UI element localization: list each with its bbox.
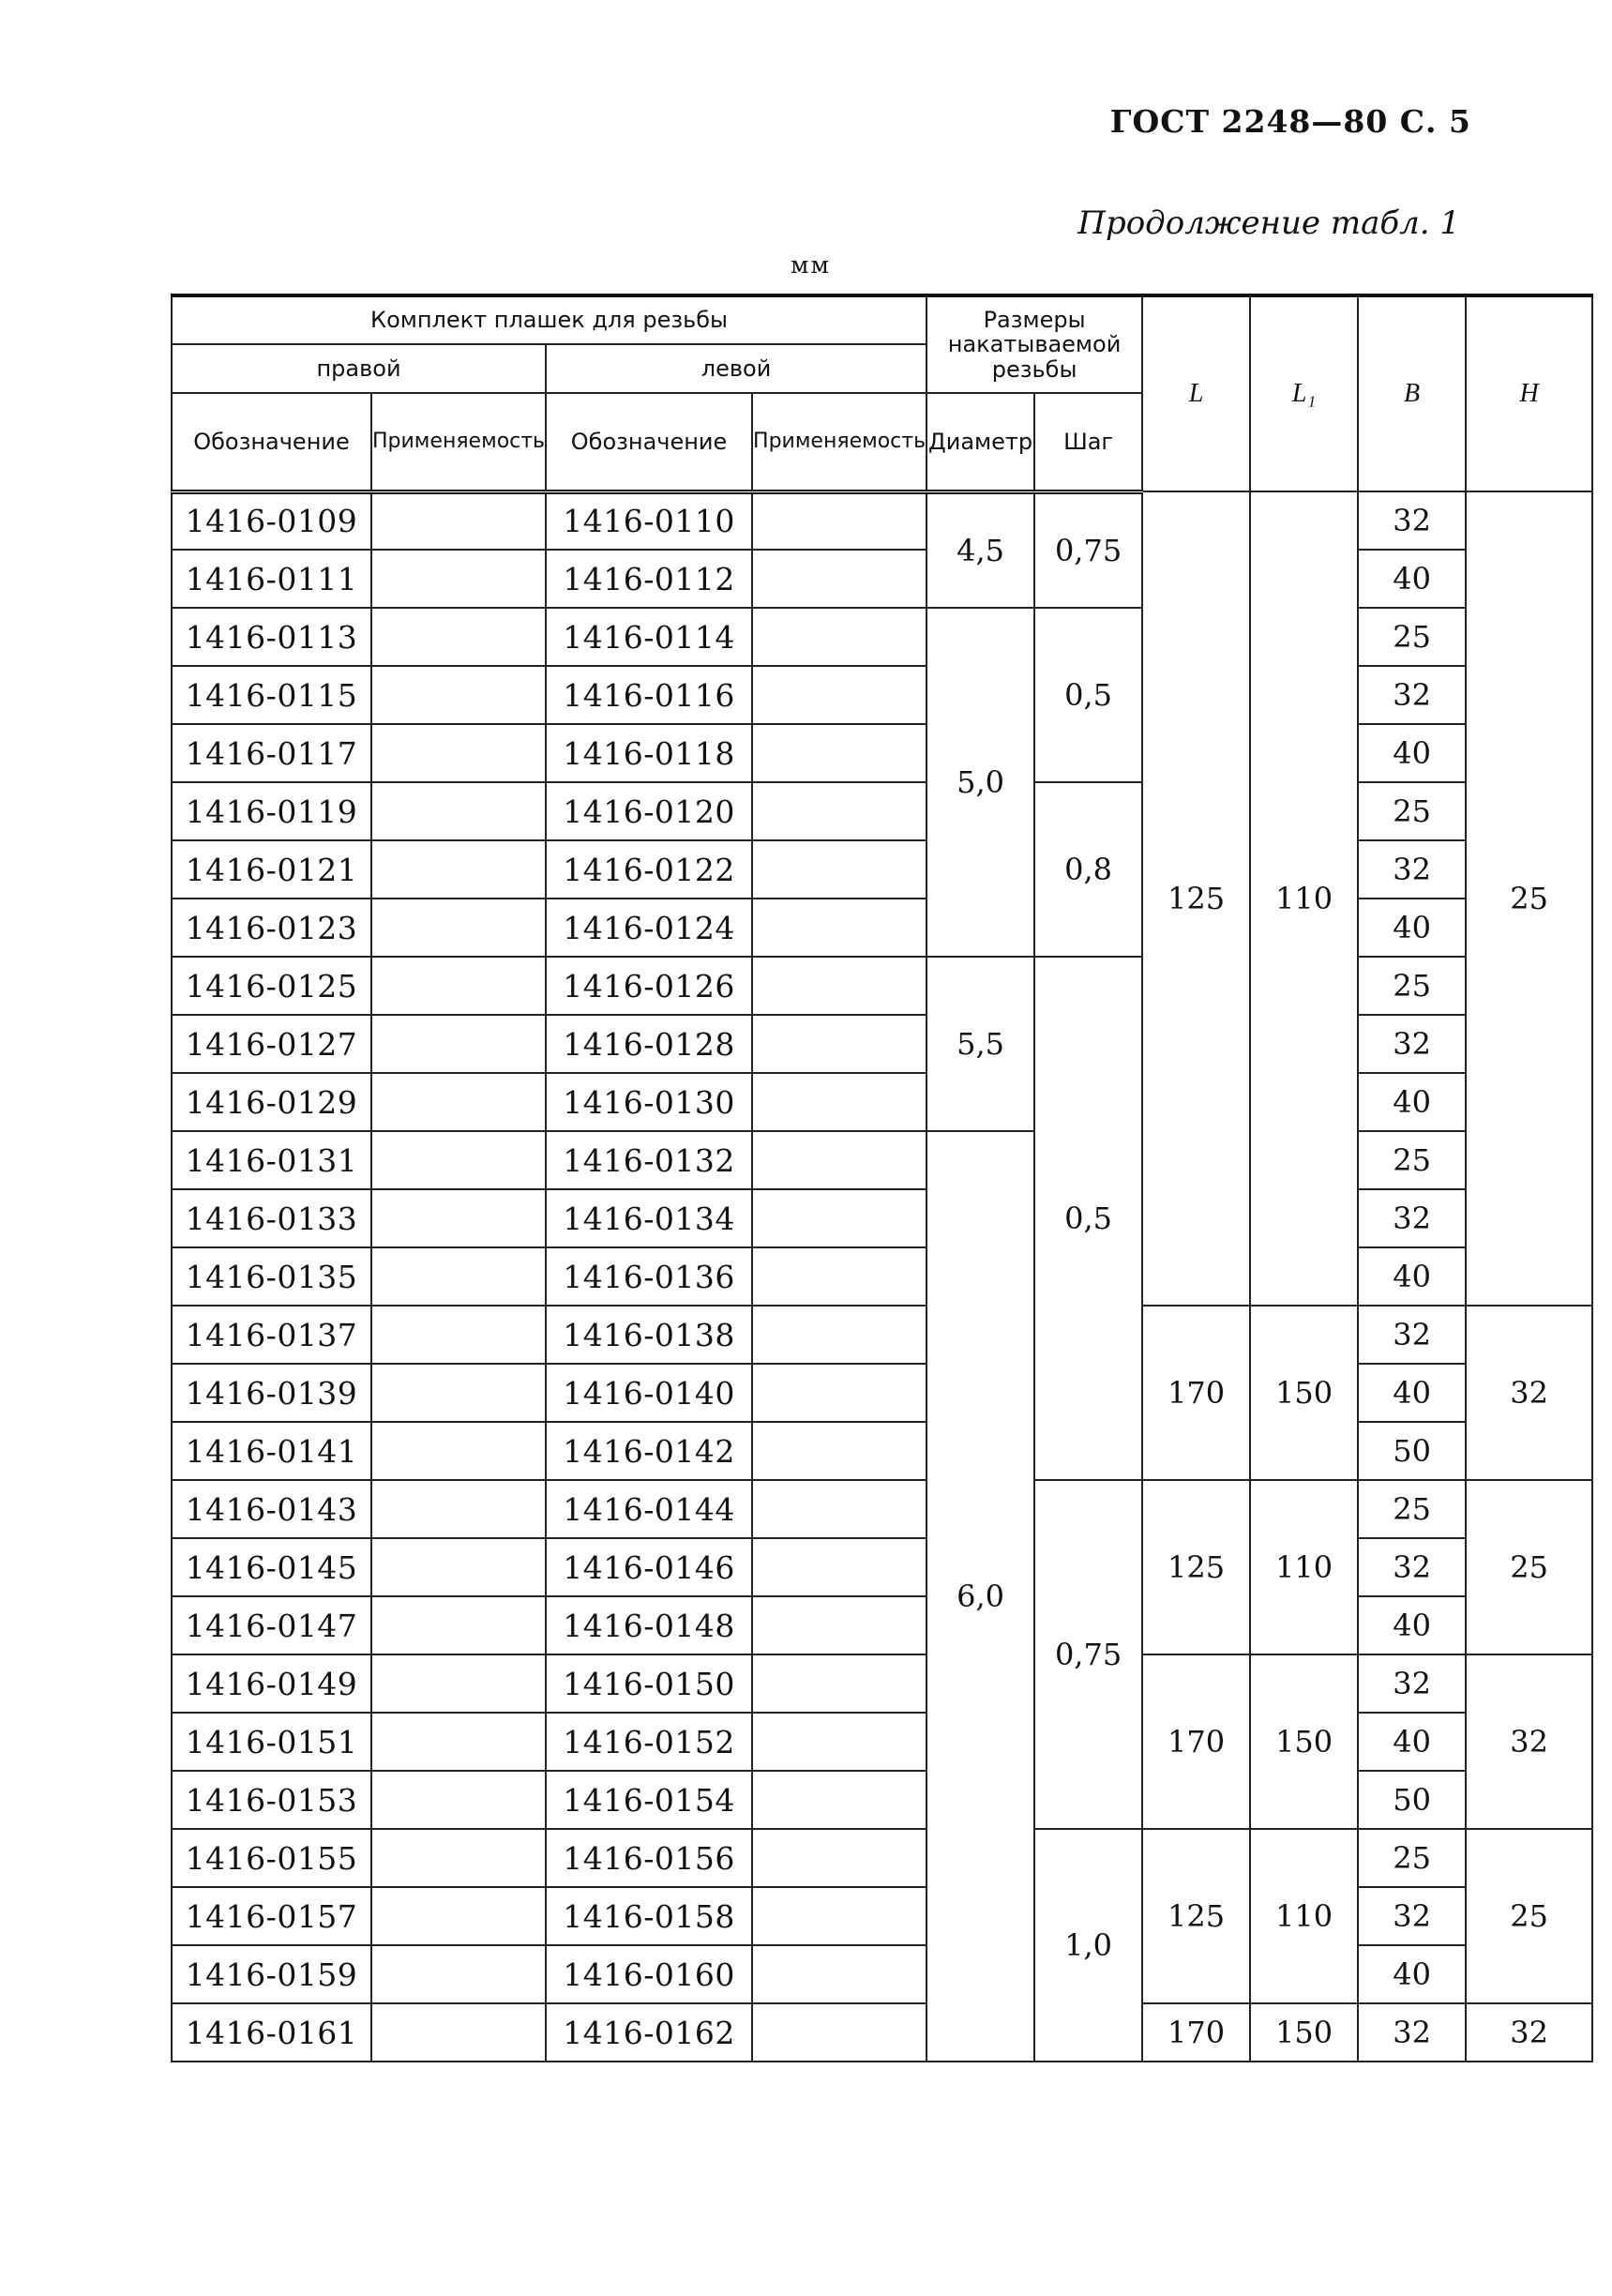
- b-cell: 32: [1358, 1538, 1466, 1596]
- table-row: [172, 1945, 1592, 2003]
- left-designation-cell: 1416-0114: [546, 608, 752, 666]
- right-applicability-cell: [371, 957, 546, 1015]
- table-continuation-label: Продолжение табл. 1: [1077, 204, 1460, 242]
- die-set-table: [171, 294, 1593, 2062]
- right-applicability-cell: [371, 1073, 546, 1131]
- right-applicability-cell: [371, 1131, 546, 1189]
- right-applicability-cell: [371, 724, 546, 782]
- right-applicability-cell: [371, 1713, 546, 1771]
- left-designation-cell: 1416-0144: [546, 1480, 752, 1538]
- left-applicability-cell: [752, 1771, 927, 1829]
- left-applicability-cell: [752, 2003, 927, 2062]
- right-designation-cell: 1416-0119: [172, 782, 371, 840]
- right-applicability-cell: [371, 899, 546, 957]
- b-cell: 32: [1358, 491, 1466, 550]
- left-designation-cell: 1416-0160: [546, 1945, 752, 2003]
- right-applicability-cell: [371, 550, 546, 608]
- right-designation-cell: 1416-0161: [172, 2003, 371, 2062]
- table-row: [172, 899, 1592, 957]
- B-header: B: [1358, 295, 1466, 491]
- L1-header: L₁: [1250, 295, 1358, 491]
- left-applicability-cell: [752, 840, 927, 899]
- b-cell: 40: [1358, 1073, 1466, 1131]
- right-designation-cell: 1416-0117: [172, 724, 371, 782]
- right-applicability-cell: [371, 1538, 546, 1596]
- right-designation-cell: 1416-0135: [172, 1247, 371, 1306]
- table-row: [172, 1887, 1592, 1945]
- right-designation-cell: 1416-0157: [172, 1887, 371, 1945]
- right-applicability-cell: [371, 1596, 546, 1654]
- H-header: H: [1466, 295, 1592, 491]
- left-designation-cell: 1416-0136: [546, 1247, 752, 1306]
- right-applicability-cell: [371, 608, 546, 666]
- right-designation-cell: 1416-0149: [172, 1654, 371, 1713]
- right-designation-cell: 1416-0121: [172, 840, 371, 899]
- left-designation-cell: 1416-0134: [546, 1189, 752, 1247]
- right-designation-cell: 1416-0151: [172, 1713, 371, 1771]
- table-row: [172, 608, 1592, 666]
- left-designation-cell: 1416-0154: [546, 1771, 752, 1829]
- right-applicability-cell: [371, 1364, 546, 1422]
- right-designation-cell: 1416-0153: [172, 1771, 371, 1829]
- right-designation-cell: 1416-0109: [172, 491, 371, 550]
- b-cell: 25: [1358, 1480, 1466, 1538]
- left-applicability-cell: [752, 1364, 927, 1422]
- b-cell: 40: [1358, 1713, 1466, 1771]
- right-designation-cell: 1416-0129: [172, 1073, 371, 1131]
- pitch-cell: 0,8: [1034, 782, 1142, 957]
- b-cell: 25: [1358, 957, 1466, 1015]
- l-cell: 125: [1142, 1480, 1250, 1654]
- right-applicability-header: Применяемость: [371, 393, 546, 491]
- table-row: [172, 550, 1592, 608]
- left-applicability-header: Применяемость: [752, 393, 927, 491]
- left-applicability-cell: [752, 1131, 927, 1189]
- pitch-cell: 0,5: [1034, 957, 1142, 1480]
- right-applicability-cell: [371, 1480, 546, 1538]
- left-designation-cell: 1416-0120: [546, 782, 752, 840]
- b-cell: 32: [1358, 1189, 1466, 1247]
- b-cell: 32: [1358, 2003, 1466, 2062]
- l1-cell: 110: [1250, 491, 1358, 1306]
- left-applicability-cell: [752, 491, 927, 550]
- left-designation-cell: 1416-0116: [546, 666, 752, 724]
- left-applicability-cell: [752, 1247, 927, 1306]
- h-cell: 25: [1466, 1829, 1592, 2003]
- l1-cell: 110: [1250, 1480, 1358, 1654]
- table-row: [172, 1771, 1592, 1829]
- b-cell: 32: [1358, 1654, 1466, 1713]
- right-designation-cell: 1416-0115: [172, 666, 371, 724]
- table-row: [172, 1654, 1592, 1713]
- table-row: [172, 666, 1592, 724]
- left-applicability-cell: [752, 608, 927, 666]
- b-cell: 50: [1358, 1422, 1466, 1480]
- left-applicability-cell: [752, 550, 927, 608]
- left-designation-cell: 1416-0140: [546, 1364, 752, 1422]
- b-cell: 25: [1358, 782, 1466, 840]
- l1-cell: 150: [1250, 1654, 1358, 1829]
- diameter-cell: 6,0: [927, 1131, 1034, 2062]
- left-designation-header: Обозначение: [546, 393, 752, 491]
- table-row: [172, 1538, 1592, 1596]
- left-applicability-cell: [752, 1538, 927, 1596]
- h-cell: 32: [1466, 2003, 1592, 2062]
- thread-size-header: Размеры накатываемой резьбы: [927, 295, 1142, 393]
- diameter-header: Диаметр: [927, 393, 1034, 491]
- right-applicability-cell: [371, 666, 546, 724]
- table-row: [172, 1596, 1592, 1654]
- right-designation-cell: 1416-0141: [172, 1422, 371, 1480]
- left-applicability-cell: [752, 1654, 927, 1713]
- right-applicability-cell: [371, 491, 546, 550]
- table-row: [172, 1247, 1592, 1306]
- left-designation-cell: 1416-0110: [546, 491, 752, 550]
- l1-cell: 150: [1250, 1306, 1358, 1480]
- right-applicability-cell: [371, 2003, 546, 2062]
- left-applicability-cell: [752, 1073, 927, 1131]
- left-designation-cell: 1416-0112: [546, 550, 752, 608]
- left-designation-cell: 1416-0124: [546, 899, 752, 957]
- right-applicability-cell: [371, 1887, 546, 1945]
- right-designation-cell: 1416-0137: [172, 1306, 371, 1364]
- right-designation-cell: 1416-0111: [172, 550, 371, 608]
- table-row: [172, 1364, 1592, 1422]
- table-row: [172, 491, 1592, 550]
- right-applicability-cell: [371, 1306, 546, 1364]
- left-applicability-cell: [752, 1596, 927, 1654]
- b-cell: 25: [1358, 1131, 1466, 1189]
- right-designation-cell: 1416-0155: [172, 1829, 371, 1887]
- l-cell: 170: [1142, 1654, 1250, 1829]
- left-applicability-cell: [752, 1306, 927, 1364]
- table-row: [172, 724, 1592, 782]
- table-row: [172, 1422, 1592, 1480]
- right-applicability-cell: [371, 1422, 546, 1480]
- right-applicability-cell: [371, 1945, 546, 2003]
- left-designation-cell: 1416-0162: [546, 2003, 752, 2062]
- left-designation-cell: 1416-0118: [546, 724, 752, 782]
- b-cell: 32: [1358, 840, 1466, 899]
- pitch-cell: 0,5: [1034, 608, 1142, 782]
- left-designation-cell: 1416-0158: [546, 1887, 752, 1945]
- left-thread-header: левой: [546, 344, 927, 393]
- left-applicability-cell: [752, 1480, 927, 1538]
- table-row: [172, 1131, 1592, 1189]
- left-designation-cell: 1416-0156: [546, 1829, 752, 1887]
- table-row: [172, 1073, 1592, 1131]
- table-row: [172, 1713, 1592, 1771]
- right-applicability-cell: [371, 1189, 546, 1247]
- die-set-header: Комплект плашек для резьбы: [172, 295, 927, 344]
- left-designation-cell: 1416-0126: [546, 957, 752, 1015]
- standard-reference: ГОСТ 2248—80 С. 5: [1109, 103, 1471, 140]
- b-cell: 40: [1358, 1364, 1466, 1422]
- b-cell: 25: [1358, 1829, 1466, 1887]
- right-designation-cell: 1416-0147: [172, 1596, 371, 1654]
- left-designation-cell: 1416-0152: [546, 1713, 752, 1771]
- right-applicability-cell: [371, 1247, 546, 1306]
- pitch-header: Шаг: [1034, 393, 1142, 491]
- right-designation-cell: 1416-0139: [172, 1364, 371, 1422]
- right-applicability-cell: [371, 782, 546, 840]
- table-row: [172, 1015, 1592, 1073]
- h-cell: 25: [1466, 491, 1592, 1306]
- right-applicability-cell: [371, 1829, 546, 1887]
- h-cell: 32: [1466, 1654, 1592, 1829]
- left-applicability-cell: [752, 957, 927, 1015]
- left-applicability-cell: [752, 666, 927, 724]
- pitch-cell: 1,0: [1034, 1829, 1142, 2062]
- b-cell: 32: [1358, 1015, 1466, 1073]
- right-applicability-cell: [371, 1654, 546, 1713]
- left-designation-cell: 1416-0150: [546, 1654, 752, 1713]
- left-designation-cell: 1416-0138: [546, 1306, 752, 1364]
- right-designation-cell: 1416-0133: [172, 1189, 371, 1247]
- right-designation-cell: 1416-0159: [172, 1945, 371, 2003]
- table-row: [172, 1306, 1592, 1364]
- l-cell: 125: [1142, 1829, 1250, 2003]
- left-applicability-cell: [752, 782, 927, 840]
- left-designation-cell: 1416-0122: [546, 840, 752, 899]
- left-applicability-cell: [752, 1829, 927, 1887]
- h-cell: 32: [1466, 1306, 1592, 1480]
- left-applicability-cell: [752, 1189, 927, 1247]
- table-row: [172, 782, 1592, 840]
- right-designation-header: Обозначение: [172, 393, 371, 491]
- b-cell: 40: [1358, 724, 1466, 782]
- right-applicability-cell: [371, 1771, 546, 1829]
- right-designation-cell: 1416-0131: [172, 1131, 371, 1189]
- l-cell: 170: [1142, 1306, 1250, 1480]
- right-designation-cell: 1416-0143: [172, 1480, 371, 1538]
- b-cell: 25: [1358, 608, 1466, 666]
- left-applicability-cell: [752, 1713, 927, 1771]
- left-applicability-cell: [752, 899, 927, 957]
- b-cell: 50: [1358, 1771, 1466, 1829]
- right-designation-cell: 1416-0127: [172, 1015, 371, 1073]
- right-applicability-cell: [371, 840, 546, 899]
- left-designation-cell: 1416-0146: [546, 1538, 752, 1596]
- table-row: [172, 2003, 1592, 2062]
- left-designation-cell: 1416-0132: [546, 1131, 752, 1189]
- unit-label: мм: [791, 251, 831, 279]
- pitch-cell: 0,75: [1034, 1480, 1142, 1829]
- b-cell: 40: [1358, 550, 1466, 608]
- b-cell: 32: [1358, 666, 1466, 724]
- left-applicability-cell: [752, 1887, 927, 1945]
- table-row: [172, 1189, 1592, 1247]
- right-applicability-cell: [371, 1015, 546, 1073]
- table-row: [172, 840, 1592, 899]
- b-cell: 32: [1358, 1306, 1466, 1364]
- b-cell: 32: [1358, 1887, 1466, 1945]
- b-cell: 40: [1358, 1945, 1466, 2003]
- b-cell: 40: [1358, 1247, 1466, 1306]
- left-designation-cell: 1416-0148: [546, 1596, 752, 1654]
- left-designation-cell: 1416-0142: [546, 1422, 752, 1480]
- diameter-cell: 5,5: [927, 957, 1034, 1131]
- l-cell: 125: [1142, 491, 1250, 1306]
- table-row: [172, 1480, 1592, 1538]
- left-designation-cell: 1416-0128: [546, 1015, 752, 1073]
- left-applicability-cell: [752, 1945, 927, 2003]
- right-designation-cell: 1416-0125: [172, 957, 371, 1015]
- left-applicability-cell: [752, 724, 927, 782]
- right-designation-cell: 1416-0113: [172, 608, 371, 666]
- right-designation-cell: 1416-0145: [172, 1538, 371, 1596]
- left-applicability-cell: [752, 1015, 927, 1073]
- pitch-cell: 0,75: [1034, 491, 1142, 608]
- diameter-cell: 5,0: [927, 608, 1034, 957]
- left-designation-cell: 1416-0130: [546, 1073, 752, 1131]
- l1-cell: 150: [1250, 2003, 1358, 2062]
- l-cell: 170: [1142, 2003, 1250, 2062]
- table-row: [172, 957, 1592, 1015]
- diameter-cell: 4,5: [927, 491, 1034, 608]
- l1-cell: 110: [1250, 1829, 1358, 2003]
- h-cell: 25: [1466, 1480, 1592, 1654]
- right-designation-cell: 1416-0123: [172, 899, 371, 957]
- L-header: L: [1142, 295, 1250, 491]
- b-cell: 40: [1358, 1596, 1466, 1654]
- table-row: [172, 1829, 1592, 1887]
- b-cell: 40: [1358, 899, 1466, 957]
- right-thread-header: правой: [172, 344, 546, 393]
- left-applicability-cell: [752, 1422, 927, 1480]
